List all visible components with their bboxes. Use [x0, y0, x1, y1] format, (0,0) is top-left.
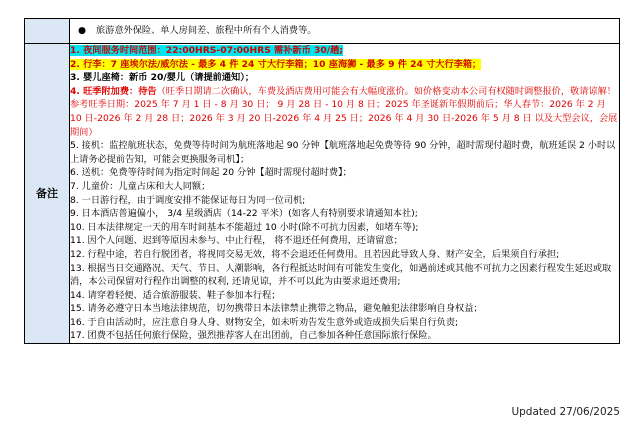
note-item-13: 13. 根据当日交通路况、天气、节日、人潮影响，各行程抵达时间有可能发生变化，如遇前述或其他不可抗力之因素行程发生延迟或取消，本公司保留对行程作出调整的权利, 还请见谅，并不可以此为由要求退还费用;: [70, 262, 612, 288]
updated-date: Updated 27/06/2025: [511, 406, 620, 418]
note-item-1: 1. 夜间服务时间范围：22:00HRS-07:00HRS 需补新币 30/趟;: [70, 45, 343, 56]
top-content-cell: [70, 19, 620, 44]
note-item-12: 12. 行程中途，若自行脱团者，将视同交易无效，将不会退还任何费用。且若因此导致人身、财产安全，后果须自行承担;: [70, 248, 560, 260]
note-item-11: 11. 因个人问题、迟到等原因未参与、中止行程， 将不退还任何费用，还请留意；: [70, 235, 403, 247]
note-item-6: 6. 送机：免费等待时间为指定时间起 20 分钟【超时需现付超时费】；: [70, 167, 352, 179]
note-item-5: 5. 接机：监控航班状态，免费等待时间为航班落地起 90 分钟【航班落地起免费等待 90 分钟，超时需现付超时费，航班延误 2 小时以上请务必提前告知，可能会更换服务司机】；: [70, 140, 616, 165]
bullet-icon: ●: [78, 25, 87, 37]
empty-label-cell: [25, 19, 70, 44]
bullet-line: [70, 24, 619, 38]
table-row: [25, 44, 620, 344]
notes-table: [24, 18, 620, 344]
note-item-10: 10. 日本法律规定一天的用车时间基本不能超过 10 小时(除不可抗力因素，如堵车等);: [70, 221, 419, 233]
notes-content-cell: [70, 44, 620, 344]
notes-label: 备注: [25, 44, 70, 344]
note-item-2: 2. 行李：7 座埃尔法/威尔法 - 最多 4 件 24 寸大行李箱；10 座海狮 - 最多 9 件 24 寸大行李箱；: [70, 58, 482, 70]
note-item-16: 16. 于自由活动时，应注意自身人身、财物安全，如未听劝告发生意外或造成损失后果自行负责;: [70, 316, 459, 328]
note-item-4: 4. 旺季附加费：待告（旺季日期请二次确认，车费及酒店费用可能会有大幅度涨价。如价格变动本公司有权随时调整报价，敬请谅解！参考旺季日期：2025 年 7 月 1 日 - 8 月 30 日； 9 月 28 日 - 10 月 8 日；2025 年圣诞新年假期前后；华人春节：2026 年 2 月 10 日-2026 年 2 月 28 日；2026 年 3 月 20 日-2026 年 4 月 25 日；2026 年 4 月 30 日-2026 年 5 月 8 日 以及大型会议，会展期间）: [70, 85, 618, 138]
bullet-text: 旅游意外保险、单人房间差、旅程中所有个人消费等。: [96, 25, 317, 37]
note-item-3: 3. 婴儿座椅：新币 20/婴儿（请提前通知）；: [70, 72, 255, 84]
note-item-15: 15. 请务必遵守日本当地法律规范，切勿携带日本法律禁止携带之物品，避免触犯法律影响自身权益；: [70, 303, 483, 315]
note-item-7: 7. 儿童价：儿童占床和大人同额；: [70, 180, 211, 192]
note-item-9: 9. 日本酒店普遍偏小， 3/4 星级酒店（14-22 平米）(如客人有特别要求请通知本社);: [70, 208, 418, 220]
table-row: [25, 19, 620, 44]
note-item-17: 17. 团费不包括任何旅行保险，强烈推荐客人在出团前，自己参加各种任意国际旅行保险。: [70, 330, 437, 342]
note-item-14: 14. 请穿着轻便、适合旅游服装、鞋子参加本行程；: [70, 289, 281, 301]
note-item-8: 8. 一日游行程，由于调度安排不能保证每日为同一位司机;: [70, 194, 306, 206]
